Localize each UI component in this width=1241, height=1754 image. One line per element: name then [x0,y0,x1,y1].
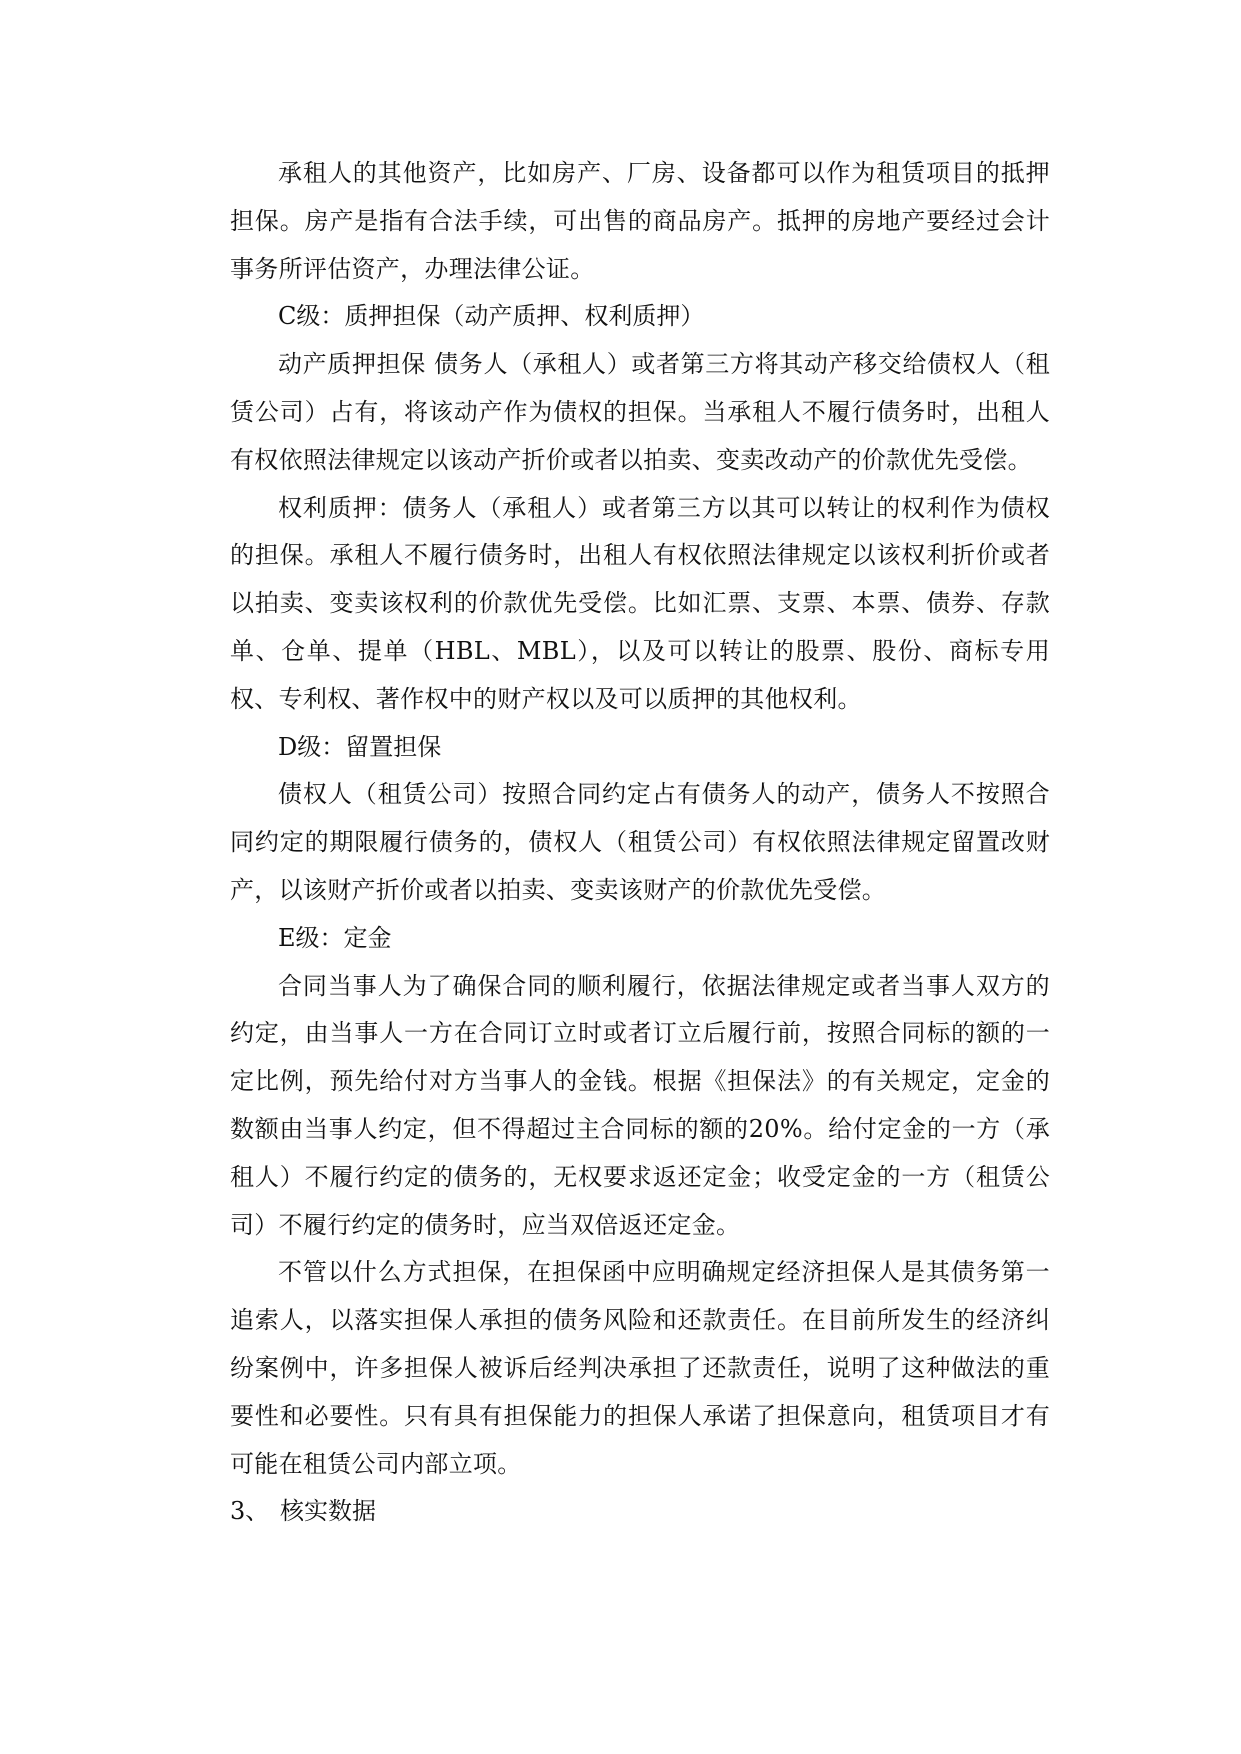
paragraph-guarantor-responsibility: 不管以什么方式担保，在担保函中应明确规定经济担保人是其债务第一追索人，以落实担保人承担的债务风险和还款责任。在目前所发生的经济纠纷案例中，许多担保人被诉后经判决承担了还款责任，说明了这种做法的重要性和必要性。只有具有担保能力的担保人承诺了担保意向，租赁项目才有可能在租赁公司内部立项。 [230,1258,1050,1478]
paragraph-mortgage-assets: 承租人的其他资产，比如房产、厂房、设备都可以作为租赁项目的抵押担保。房产是指有合法手续，可出售的商品房产。抵押的房地产要经过会计事务所评估资产，办理法律公证。 [230,159,1050,283]
section-number: 3、 [230,1497,270,1526]
section-heading-verify-data [230,1488,1050,1536]
heading-level-d-lien: D级：留置担保 [278,732,442,761]
paragraph-movable-pledge: 动产质押担保 债务人（承租人）或者第三方将其动产移交给债权人（租赁公司）占有，将该动产作为债权的担保。当承租人不履行债务时，出租人有权依照法律规定以该动产折价或者以拍卖、变卖改动产的价款优先受偿。 [230,350,1050,474]
paragraph-lien-guarantee: 债权人（租赁公司）按照合同约定占有债务人的动产，债务人不按照合同约定的期限履行债务的，债权人（租赁公司）有权依照法律规定留置改财产，以该财产折价或者以拍卖、变卖该财产的价款优先受偿。 [230,780,1050,904]
document-page [230,150,1050,1536]
paragraph-rights-pledge: 权利质押：债务人（承租人）或者第三方以其可以转让的权利作为债权的担保。承租人不履行债务时，出租人有权依照法律规定以该权利折价或者以拍卖、变卖该权利的价款优先受偿。比如汇票、支票、本票、债券、存款单、仓单、提单（HBL、MBL），以及可以转让的股票、股份、商标专用权、专利权、著作权中的财产权以及可以质押的其他权利。 [230,493,1050,713]
heading-level-c-pledge: C级：质押担保（动产质押、权利质押） [278,302,705,331]
heading-level-e-deposit: E级：定金 [278,923,392,952]
paragraph-deposit: 合同当事人为了确保合同的顺利履行，依据法律规定或者当事人双方的约定，由当事人一方在合同订立时或者订立后履行前，按照合同标的额的一定比例，预先给付对方当事人的金钱。根据《担保法》的有关规定，定金的数额由当事人约定，但不得超过主合同标的额的20%。给付定金的一方（承租人）不履行约定的债务的，无权要求返还定金；收受定金的一方（租赁公司）不履行约定的债务时，应当双倍返还定金。 [230,971,1050,1239]
section-title: 核实数据 [280,1497,376,1526]
